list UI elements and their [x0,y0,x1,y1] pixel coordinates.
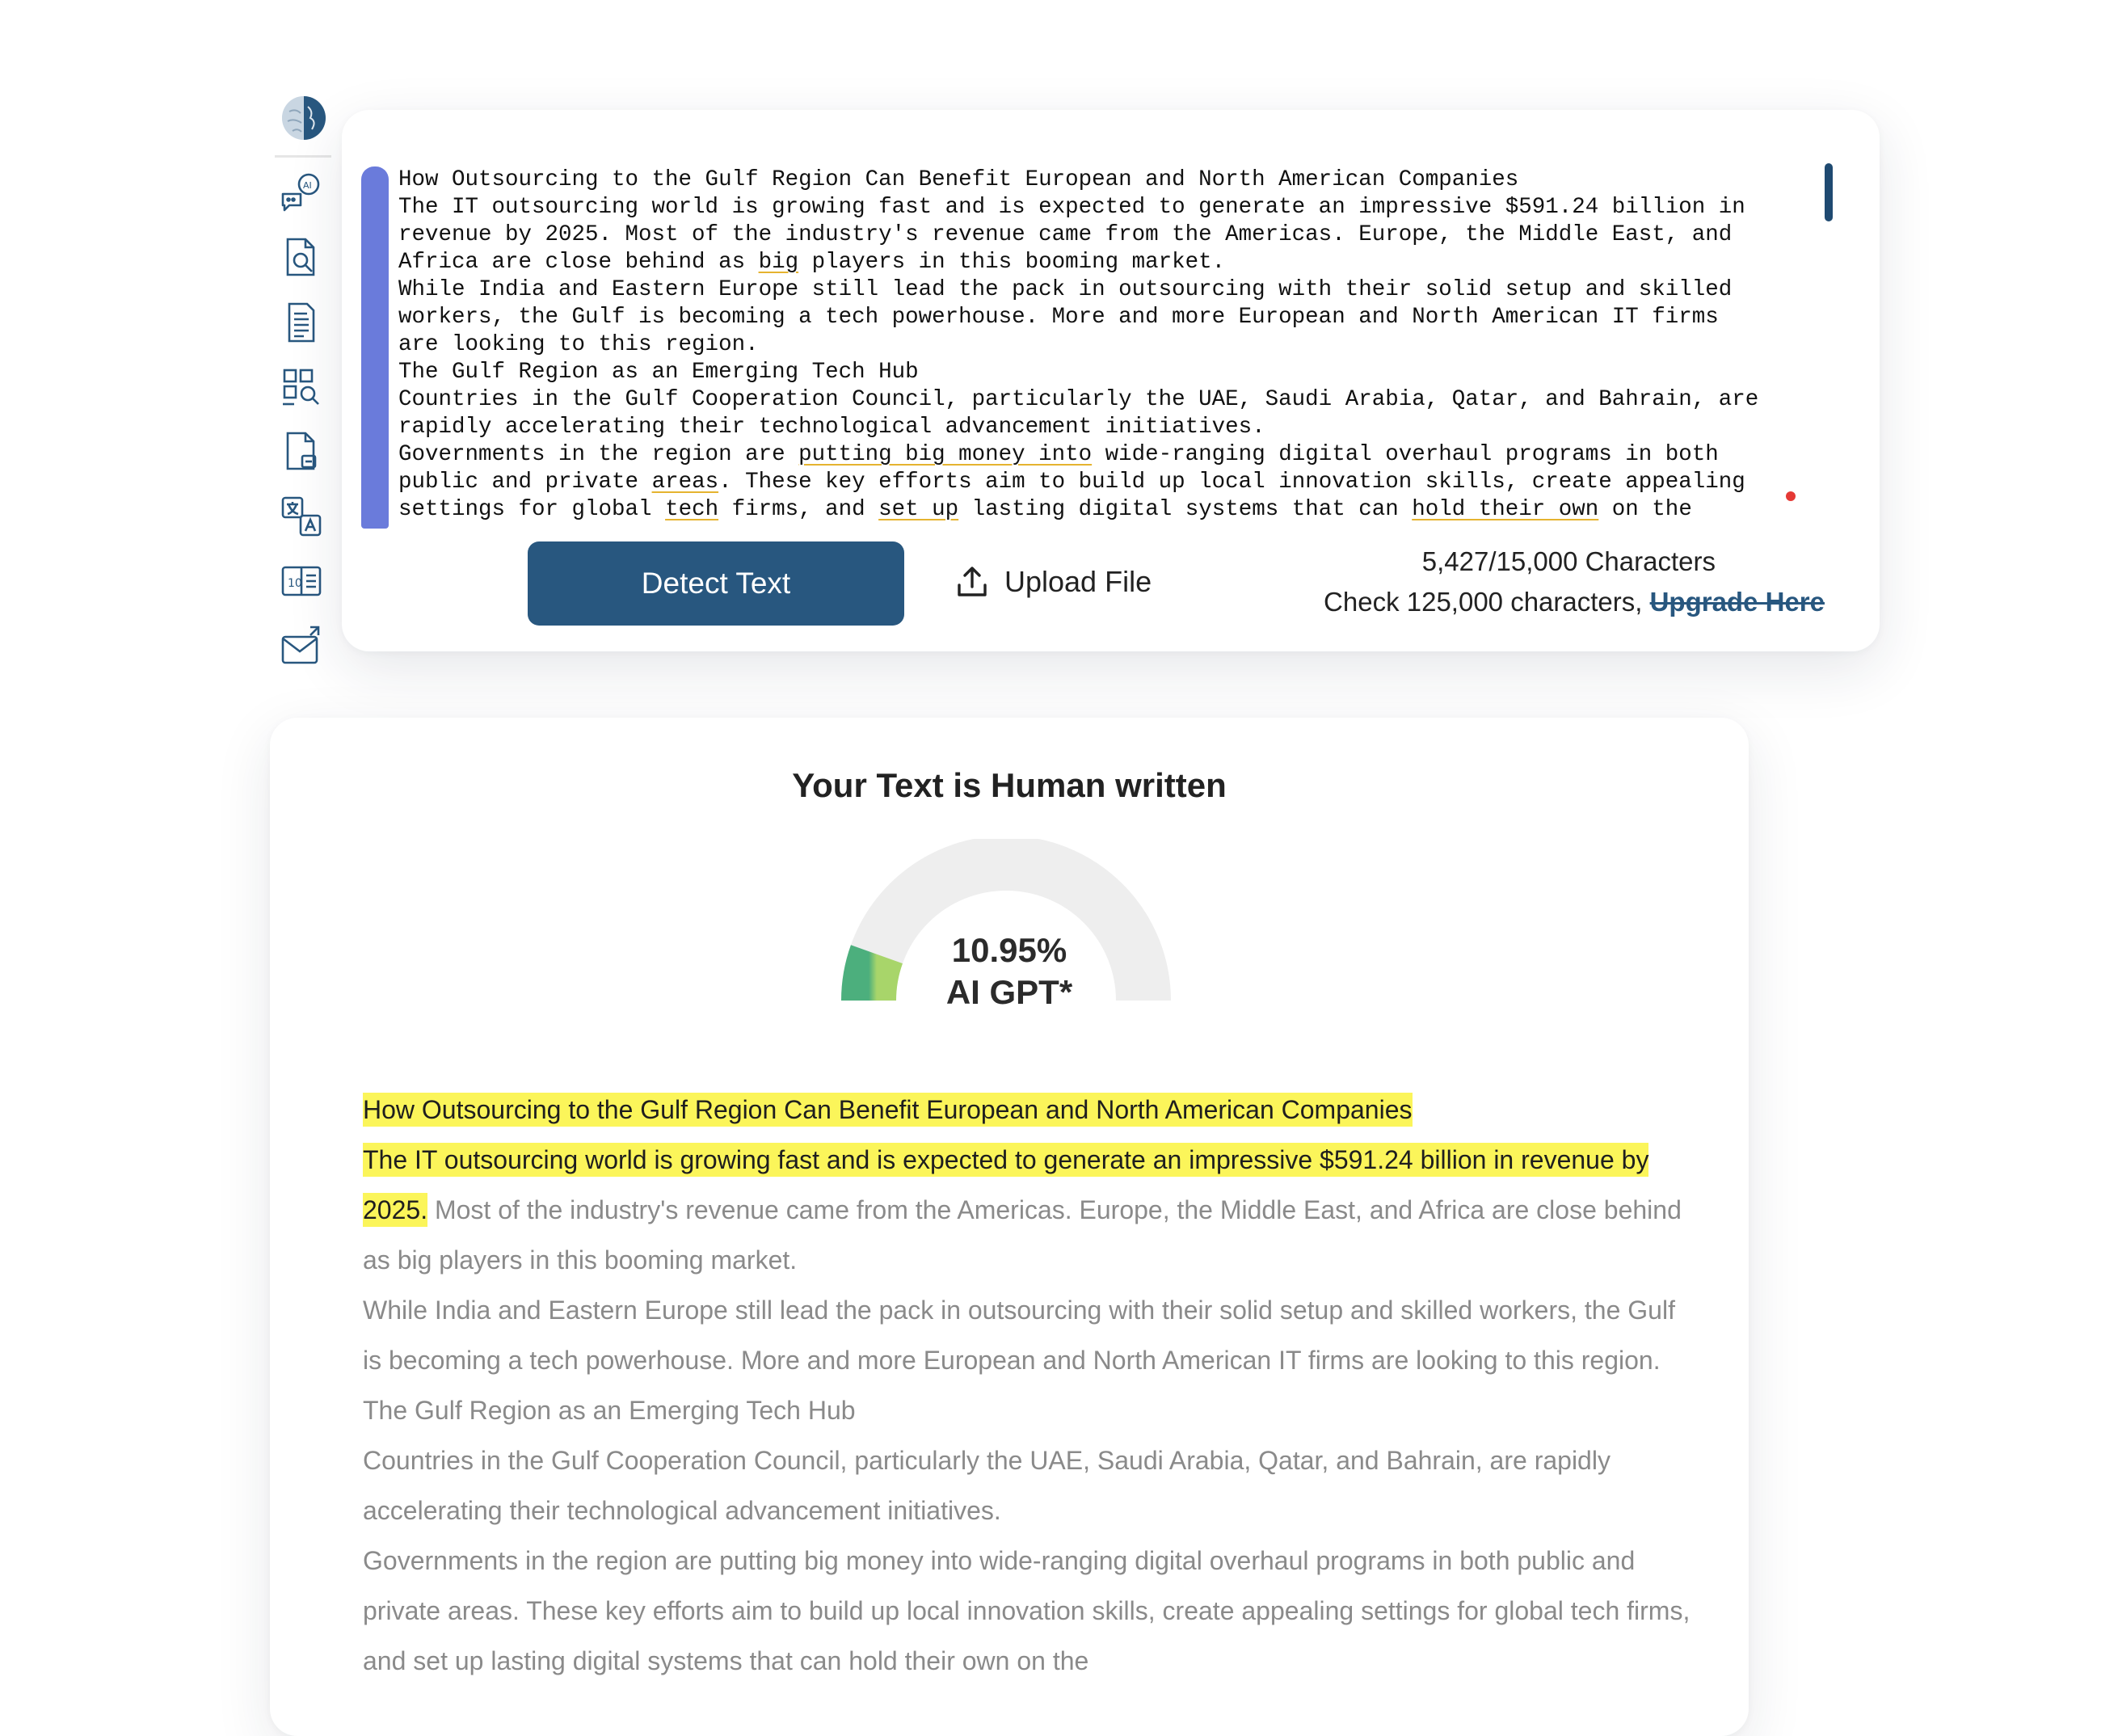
upgrade-line [1324,587,1825,617]
plain-text: The Gulf Region as an Emerging Tech Hub [363,1396,856,1425]
result-card [270,718,1749,1736]
ai-percent-label: 10.95% [951,931,1067,969]
result-paragraph [363,1135,1696,1285]
editor-line [398,249,1845,276]
result-paragraph [363,1435,1696,1536]
svg-text:AI: AI [303,180,312,191]
editor-text: How Outsourcing to the Gulf Region Can Benefit European and North American Companies [398,167,1519,192]
input-card [342,110,1880,651]
editor-text: Countries in the Gulf Cooperation Council, particularly the UAE, Saudi Arabia, Qatar, and Bahrain, are [398,387,1759,412]
result-title: Your Text is Human written [792,766,1227,804]
editor-text: The IT outsourcing world is growing fast and is expected to generate an impressive $591.24 billion in [398,195,1745,220]
suggestion-underline[interactable]: big [758,250,799,275]
editor-line [398,359,1845,386]
svg-text:10: 10 [288,577,302,590]
editor-text: on the [1598,497,1692,522]
cursor-marker [1786,491,1796,501]
document-list-icon[interactable] [278,299,325,346]
editor-line [398,331,1845,359]
plain-text: Countries in the Gulf Cooperation Council, particularly the UAE, Saudi Arabia, Qatar, and Bahrain, are rapidly accelerating their technological advancement initiatives. [363,1446,1610,1525]
mail-send-icon[interactable] [278,622,325,669]
highlighted-ai-text: The IT outsourcing world is growing fast and is expected to generate an impressive $591.24 billion in revenue by 2025. [363,1143,1648,1227]
editor-line [398,221,1845,249]
book-compare-icon[interactable] [278,558,325,605]
editor-line [398,276,1845,304]
editor-text: settings for global [398,497,666,522]
plain-text: Governments in the region are putting big money into wide-ranging digital overhaul programs in both public and private areas. These key efforts aim to build up local innovation skills, create appealing settings for global tech firms, and set up lasting digital systems that can hold their own on the [363,1546,1690,1675]
result-paragraph [363,1385,1696,1435]
editor-text: workers, the Gulf is becoming a tech powerhouse. More and more European and North American IT firms [398,305,1719,330]
editor-text: While India and Eastern Europe still lead the pack in outsourcing with their solid setup and skilled [398,277,1733,302]
editor-text: public and private [398,470,652,495]
editor-line [398,469,1845,496]
plain-text: Most of the industry's revenue came from the Americas. Europe, the Middle East, and Africa are close behind as big players in this booming market. [363,1195,1682,1275]
editor-text: revenue by 2025. Most of the industry's revenue came from the Americas. Europe, the Middle East, and [398,222,1733,247]
upgrade-prefix: Check 125,000 characters, [1324,587,1650,617]
document-search-icon[interactable] [278,234,325,281]
ai-chat-icon[interactable] [278,170,325,217]
editor-text: rapidly accelerating their technological advancement initiatives. [398,415,1265,440]
detect-text-button[interactable]: Detect Text [528,541,904,626]
analyzed-text [363,1085,1696,1686]
editor-scrollbar[interactable] [1825,163,1833,221]
upgrade-link[interactable]: Upgrade Here [1649,587,1825,617]
result-paragraph [363,1285,1696,1385]
text-input-area[interactable] [398,166,1845,532]
editor-text: firms, and [718,497,879,522]
plain-text: While India and Eastern Europe still lead the pack in outsourcing with their solid setup and skilled workers, the Gulf is becoming a tech powerhouse. More and more European and North American IT firms are looking to this region. [363,1296,1675,1375]
editor-text: wide-ranging digital overhaul programs in both [1092,442,1719,467]
editor-text: lasting digital systems that can [958,497,1413,522]
editor-line [398,166,1845,194]
ai-score-label: AI GPT* [945,973,1073,1011]
grid-search-icon[interactable] [278,364,325,411]
result-paragraph [363,1536,1696,1686]
editor-text: players in this booming market. [798,250,1226,275]
upload-file-label: Upload File [1004,565,1152,598]
editor-line [398,304,1845,331]
suggestion-underline[interactable]: set up [878,497,959,522]
highlighted-ai-text: How Outsourcing to the Gulf Region Can Benefit European and North American Companies [363,1093,1413,1127]
text-accent-bar [361,166,389,529]
editor-text: . These key efforts aim to build up local innovation skills, create appealing [718,470,1745,495]
ai-brain-logo-icon[interactable] [280,94,328,142]
suggestion-underline[interactable]: areas [651,470,719,495]
suggestion-underline[interactable]: hold their own [1412,497,1599,522]
suggestion-underline[interactable]: putting big money into [798,442,1093,467]
logo-divider [275,155,331,158]
result-paragraph [363,1085,1696,1135]
translate-icon[interactable] [278,493,325,540]
editor-line [398,414,1845,441]
editor-text: The Gulf Region as an Emerging Tech Hub [398,360,919,385]
editor-line [398,194,1845,221]
editor-line [398,441,1845,469]
editor-line [398,386,1845,414]
suggestion-underline[interactable]: tech [665,497,719,522]
character-count: 5,427/15,000 Characters [1421,546,1716,576]
document-edit-icon[interactable] [278,428,325,475]
editor-text: Africa are close behind as [398,250,759,275]
upload-file-button[interactable] [954,559,1152,605]
editor-line [398,496,1845,524]
editor-text: Governments in the region are [398,442,799,467]
editor-text: are looking to this region. [398,332,759,357]
upload-icon [954,564,990,600]
gauge-readout [270,929,1749,1013]
